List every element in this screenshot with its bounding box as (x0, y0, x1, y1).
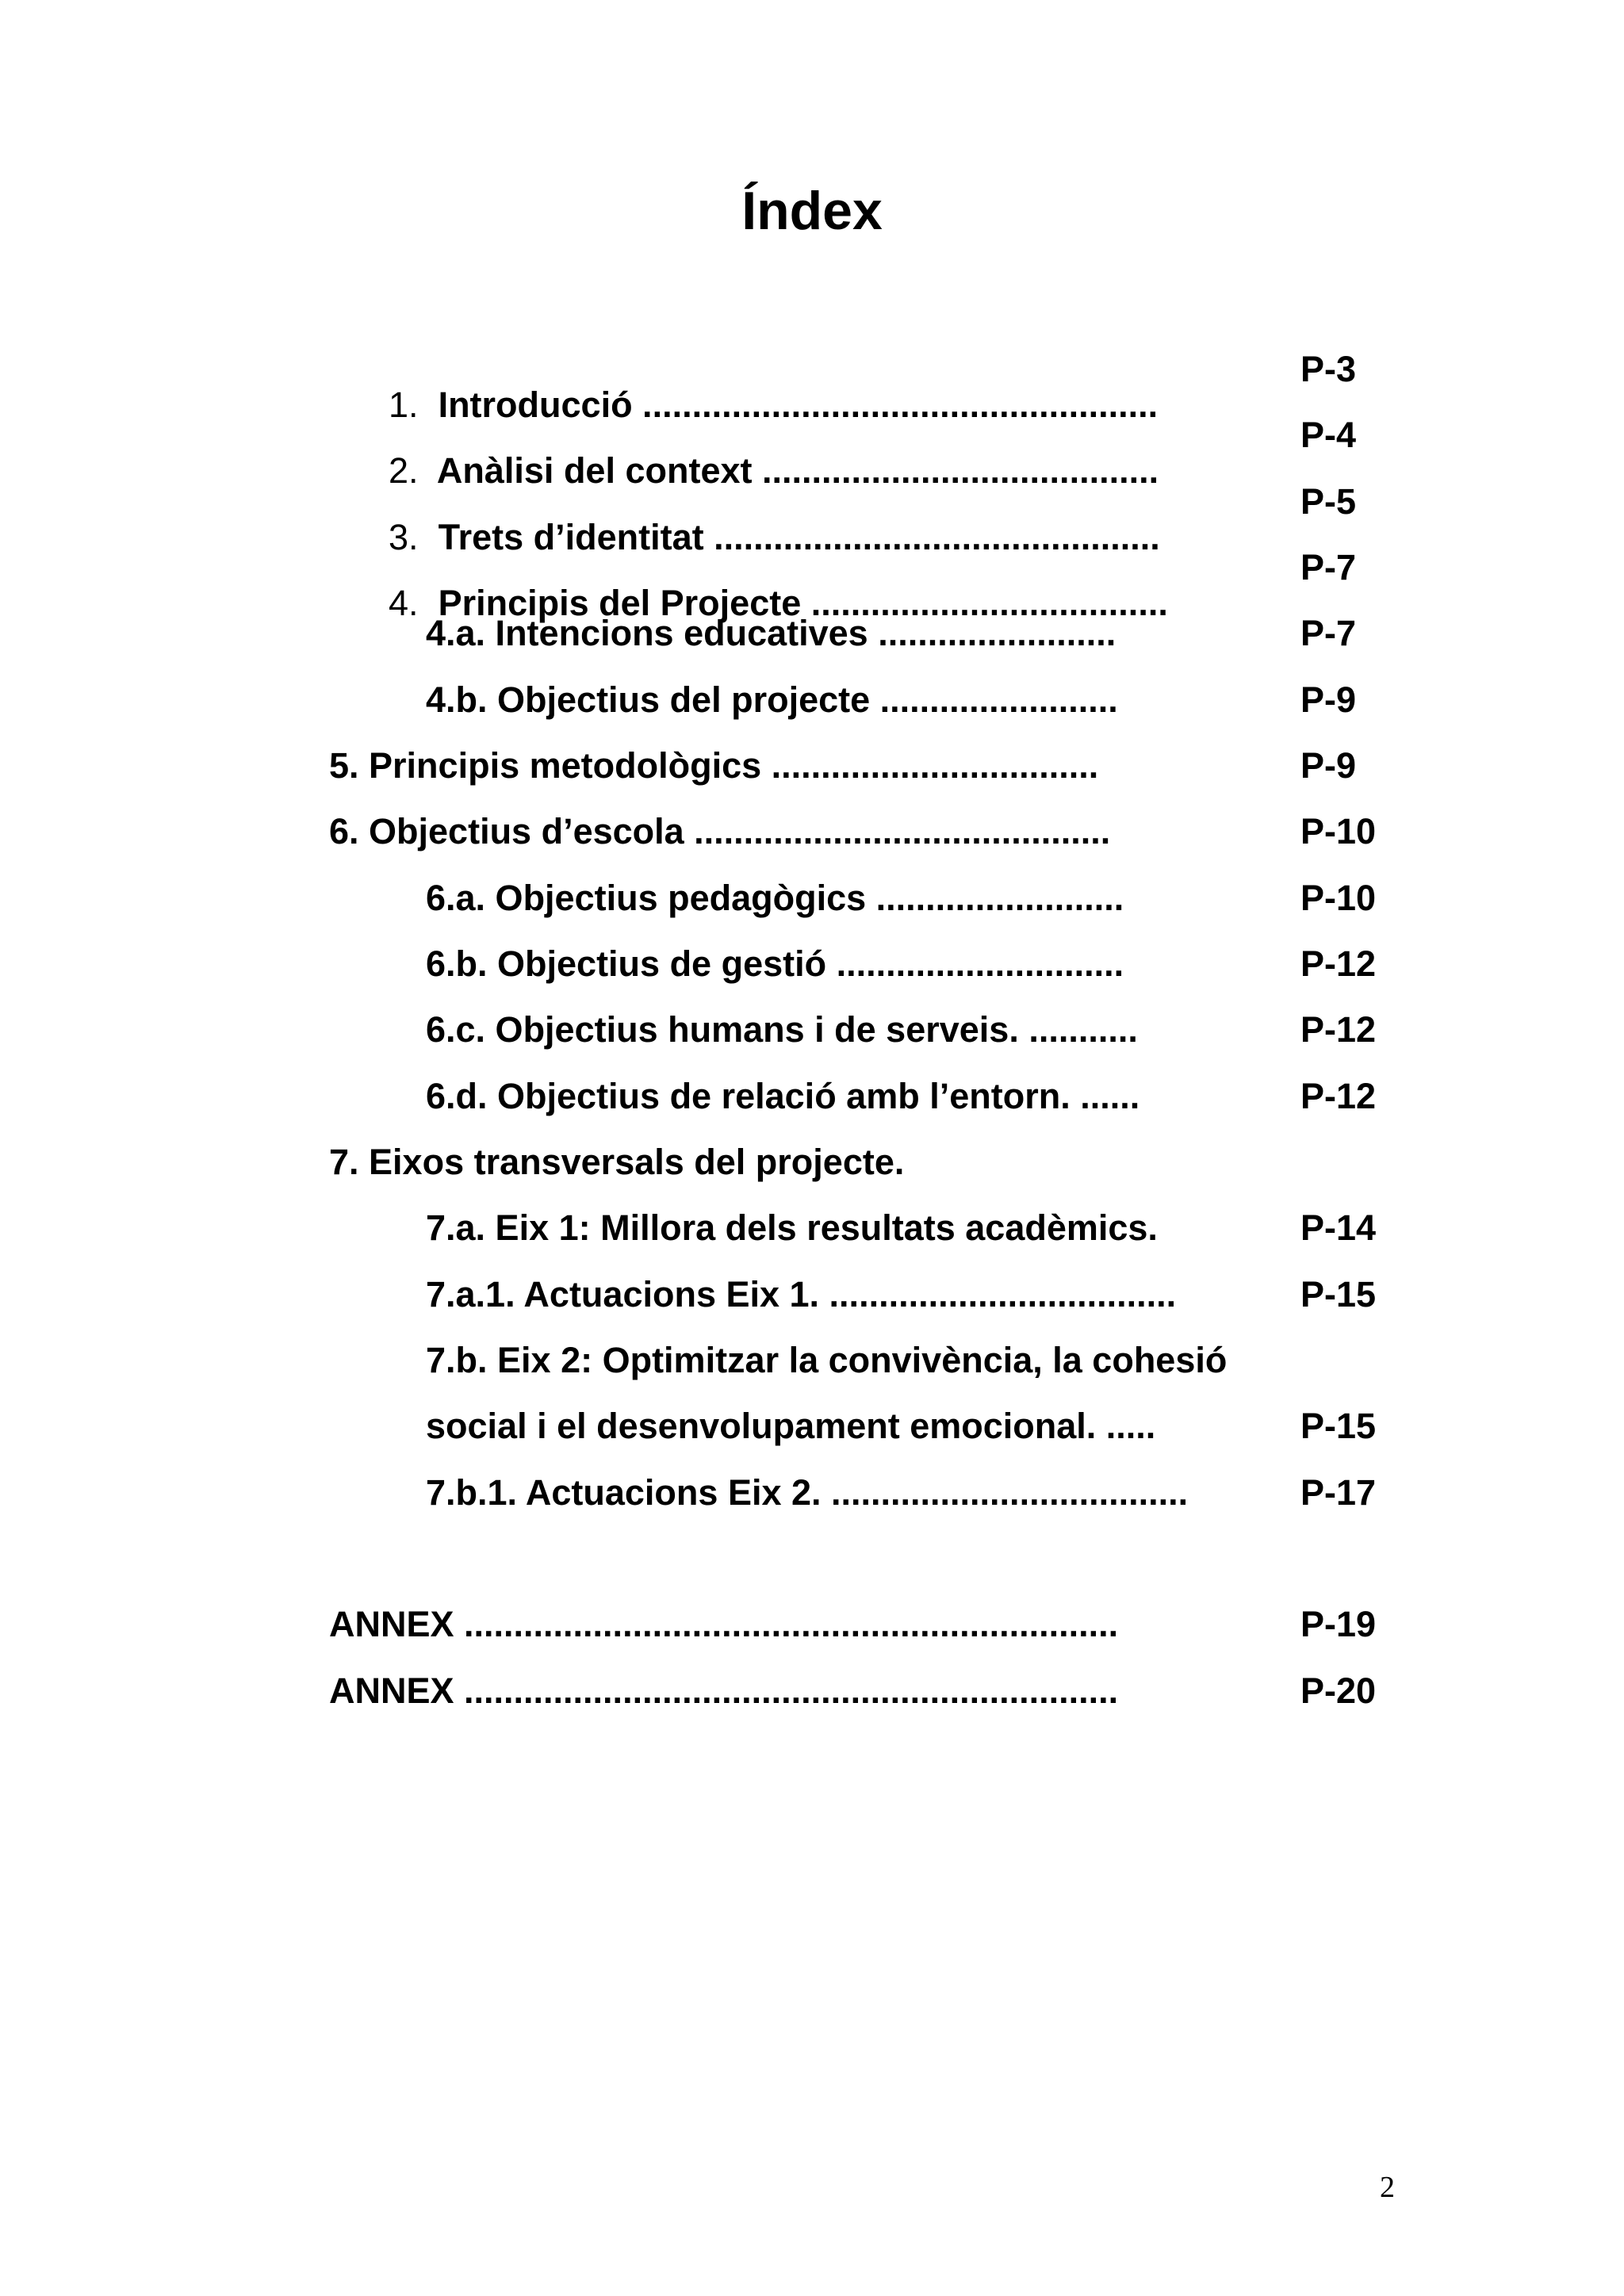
toc-entry-text: ANNEX .................................................................. (329, 1604, 1119, 1644)
toc-entry-page: P-20 (1300, 1670, 1377, 1711)
toc-entry-page: P-19 (1300, 1604, 1377, 1644)
toc-entry-text: 5. Principis metodològics ................................. (329, 745, 1099, 786)
toc-entry-page: P-14 (1300, 1207, 1377, 1248)
toc-entry-text: 7.a.1. Actuacions Eix 1. ................................... (426, 1274, 1177, 1314)
toc-entry-page: P-15 (1300, 1274, 1377, 1314)
toc-entry-page: P-4 (1300, 415, 1357, 455)
toc-entry-text: ANNEX .................................................................. (329, 1670, 1119, 1711)
toc-entry-text: Trets d’identitat ............................................. (438, 517, 1160, 557)
toc-entry-text: 4.a. Intencions educatives ........................ (426, 613, 1116, 653)
toc-entry-number: 3. (389, 517, 419, 557)
toc-entry-page: P-3 (1300, 349, 1357, 389)
toc-entry-text: 7.b.1. Actuacions Eix 2. .................................... (426, 1472, 1189, 1513)
toc-entry-page: P-12 (1300, 1076, 1377, 1116)
toc-entry-text: 6.a. Objectius pedagògics ......................... (426, 878, 1124, 918)
toc-entry-page: P-10 (1300, 878, 1377, 918)
toc-entry-page: P-5 (1300, 481, 1357, 522)
toc-entry-page: P-7 (1300, 547, 1357, 587)
toc-entry-page: P-15 (1300, 1406, 1377, 1446)
toc-entry-page: P-12 (1300, 1009, 1377, 1050)
toc-entry-text: 7. Eixos transversals del projecte. (329, 1142, 905, 1182)
toc-entry-text: 7.b. Eix 2: Optimitzar la convivència, la cohesió (426, 1340, 1228, 1380)
toc-entry-text: 6. Objectius d’escola .......................................... (329, 811, 1111, 851)
toc-entry-page: P-7 (1300, 613, 1357, 653)
page-title: Índex (741, 181, 883, 241)
toc-entry-text: 6.b. Objectius de gestió ............................. (426, 943, 1124, 984)
toc-entry-number: 1. (389, 385, 419, 425)
toc-entry-text: social i el desenvolupament emocional. ..... (426, 1406, 1156, 1446)
toc-entry-text: Introducció .................................................... (438, 385, 1159, 425)
toc-entry-text: Principis del Projecte .................................... (438, 583, 1168, 623)
toc-entry-text: 6.d. Objectius de relació amb l’entorn. ...... (426, 1076, 1140, 1116)
toc-entry-page: P-10 (1300, 811, 1377, 851)
toc-entry-text: 7.a. Eix 1: Millora dels resultats acadèmics. (426, 1207, 1158, 1248)
toc-entry-page: P-17 (1300, 1472, 1377, 1513)
page-number: 2 (1380, 2171, 1395, 2204)
toc-entry-page: P-12 (1300, 943, 1377, 984)
toc-entry-text: Anàlisi del context ........................................ (436, 450, 1159, 491)
toc-entry-page: P-9 (1300, 679, 1357, 720)
toc-entry-number: 2. (389, 450, 419, 491)
toc-entry-text: 6.c. Objectius humans i de serveis. ........... (426, 1009, 1138, 1050)
toc-entry-text: 4.b. Objectius del projecte ........................ (426, 679, 1118, 720)
toc-entry-page: P-9 (1300, 745, 1357, 786)
toc-entry-number: 4. (389, 583, 419, 623)
